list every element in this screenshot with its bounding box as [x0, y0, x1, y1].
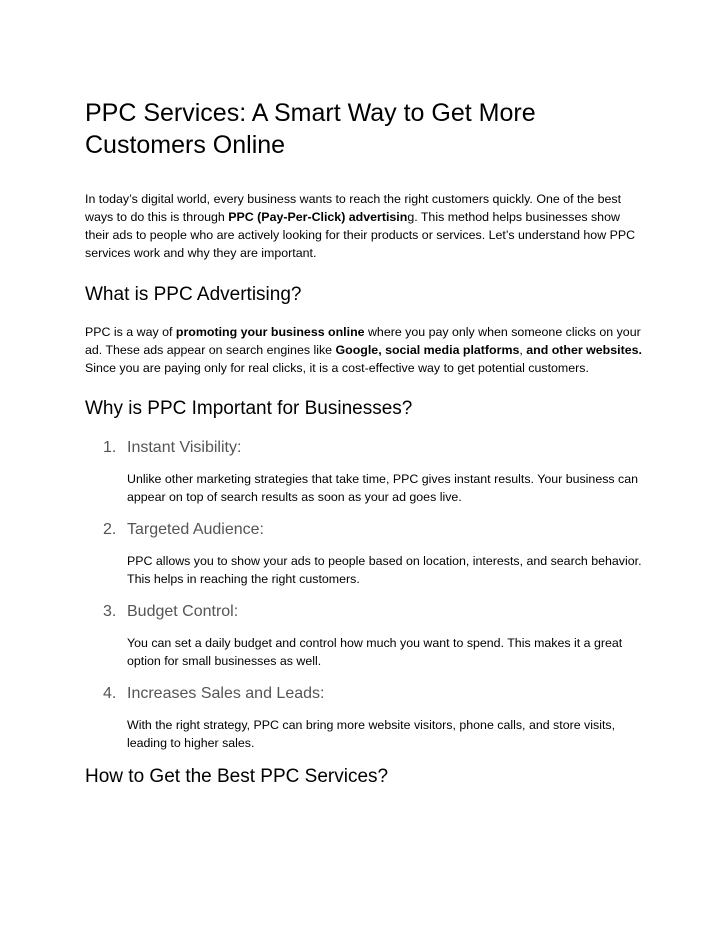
- intro-text-1: In today’s digital world, every business wants to reach the right customers quickly. One of the best ways to do this is through: [85, 192, 622, 224]
- what-is-paragraph: [85, 323, 645, 377]
- benefits-list: [85, 437, 645, 752]
- list-item-title: Instant Visibility:: [127, 439, 242, 456]
- intro-paragraph: [85, 190, 645, 262]
- what-is-bold-2: Google, social media platforms: [335, 343, 520, 357]
- list-item-heading: [103, 601, 645, 623]
- list-item-number: 4.: [103, 685, 117, 702]
- list-item-title: Budget Control:: [127, 603, 239, 620]
- list-item: [85, 519, 645, 588]
- list-item-body: Unlike other marketing strategies that take time, PPC gives instant results. Your business can appear on top of search results as soon as your ad goes live.: [127, 472, 639, 504]
- list-item-heading: [103, 683, 645, 705]
- list-item-heading: [103, 437, 645, 459]
- heading-why-important: Why is PPC Important for Businesses?: [85, 398, 413, 419]
- what-is-text-1: PPC is a way of: [85, 325, 176, 339]
- list-item-title: Increases Sales and Leads:: [127, 685, 325, 702]
- list-item-body: PPC allows you to show your ads to people based on location, interests, and search behavior. This helps in reaching the right customers.: [127, 554, 642, 586]
- what-is-text-3: ,: [519, 343, 527, 357]
- intro-bold-ppc: PPC (Pay-Per-Click) advertisin: [228, 210, 408, 224]
- heading-how-to-get: How to Get the Best PPC Services?: [85, 766, 389, 787]
- what-is-bold-3: and other websites.: [526, 343, 642, 357]
- list-item: [85, 437, 645, 506]
- what-is-bold-1: promoting your business online: [175, 325, 365, 339]
- list-item-number: 3.: [103, 603, 117, 620]
- document-title: PPC Services: A Smart Way to Get More Customers Online: [85, 99, 536, 159]
- what-is-text-4: Since you are paying only for real clicks, it is a cost-effective way to get potential customers.: [85, 361, 589, 375]
- list-item-body: You can set a daily budget and control how much you want to spend. This makes it a great option for small businesses as well.: [127, 636, 623, 668]
- list-item-body: With the right strategy, PPC can bring more website visitors, phone calls, and store visits, leading to higher sales.: [127, 718, 616, 750]
- list-item: [85, 601, 645, 670]
- what-is-text-2: where you pay only when someone clicks on your ad. These ads appear on search engines like: [85, 325, 641, 357]
- list-item-title: Targeted Audience:: [127, 521, 264, 538]
- intro-text-2: g. This method helps businesses show their ads to people who are actively looking for their products or services. Let’s understand how PPC services work and why they are important.: [85, 210, 636, 260]
- list-item-number: 1.: [103, 439, 117, 456]
- list-item-number: 2.: [103, 521, 117, 538]
- heading-what-is-ppc: What is PPC Advertising?: [85, 284, 302, 305]
- list-item-heading: [103, 519, 645, 541]
- list-item: [85, 683, 645, 752]
- document-content: [85, 97, 645, 805]
